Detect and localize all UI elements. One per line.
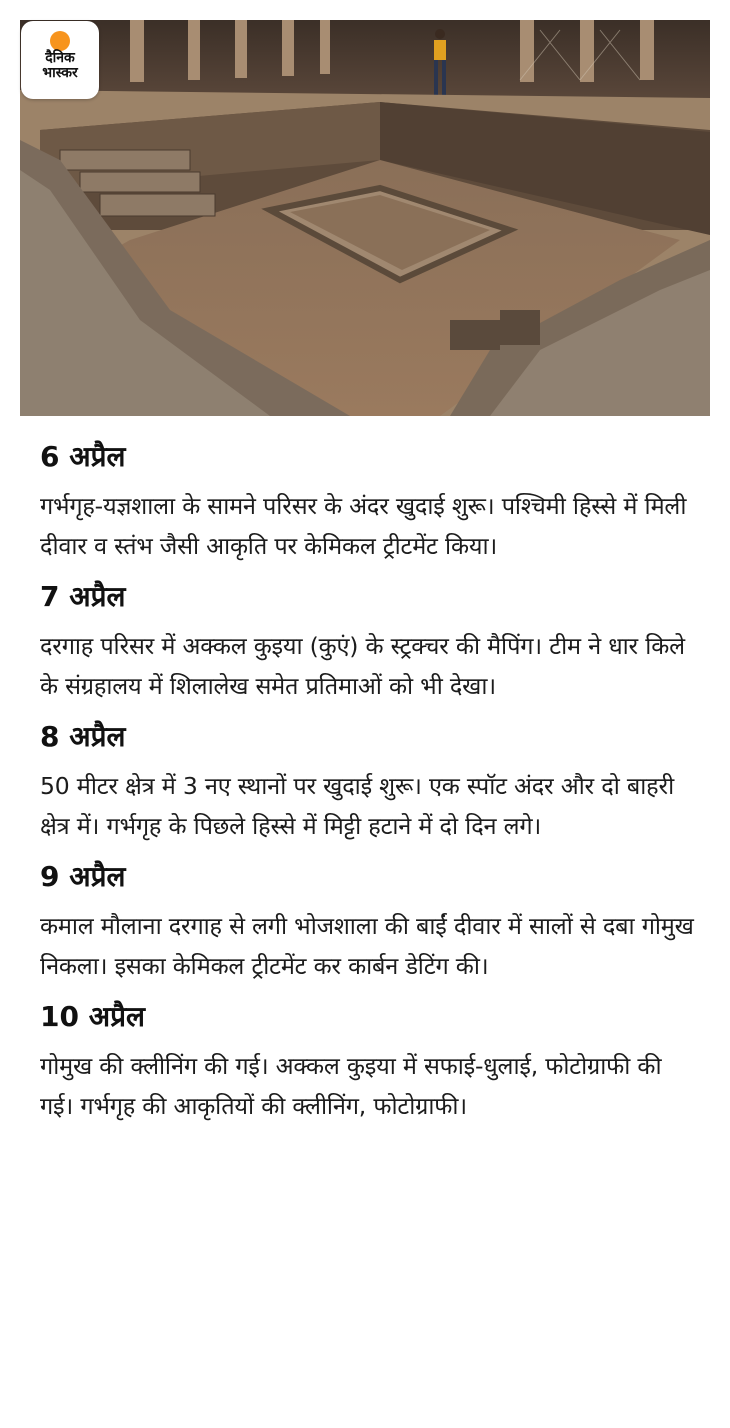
timeline-entry: [40, 720, 700, 846]
entry-text: दरगाह परिसर में अक्कल कुइया (कुएं) के स्ट्रक्चर की मैपिंग। टीम ने धार किले के संग्रहालय में शिलालेख समेत प्रतिमाओं को भी देखा।: [40, 632, 685, 700]
logo-text-line1: दैनिक: [45, 50, 75, 66]
entry-date: 10 अप्रैल: [40, 1000, 146, 1033]
timeline-entry: [40, 580, 700, 706]
entry-text: कमाल मौलाना दरगाह से लगी भोजशाला की बाईं दीवार में सालों से दबा गोमुख निकला। इसका केमिकल ट्रीटमेंट कर कार्बन डेटिंग की।: [40, 912, 694, 980]
dainik-bhaskar-logo[interactable]: [21, 21, 99, 99]
entry-text: गोमुख की क्लीनिंग की गई। अक्कल कुइया में सफाई-धुलाई, फोटोग्राफी की गई। गर्भगृह की आकृतियों की क्लीनिंग, फोटोग्राफी।: [40, 1052, 662, 1120]
excavation-photo-illustration: [20, 20, 710, 416]
sun-icon: [50, 31, 70, 51]
entry-text: गर्भगृह-यज्ञशाला के सामने परिसर के अंदर खुदाई शुरू। पश्चिमी हिस्से में मिली दीवार व स्तंभ जैसी आकृति पर केमिकल ट्रीटमेंट किया।: [40, 492, 687, 560]
entry-date: 8 अप्रैल: [40, 720, 126, 753]
timeline-entry: [40, 440, 700, 566]
entry-date: 6 अप्रैल: [40, 440, 126, 473]
timeline-entries: [40, 430, 700, 1140]
timeline-entry: [40, 1000, 700, 1126]
hero-photo: [20, 20, 710, 416]
entry-date: 9 अप्रैल: [40, 860, 126, 893]
timeline-entry: [40, 860, 700, 986]
logo-text-line2: भास्कर: [42, 65, 78, 81]
entry-date: 7 अप्रैल: [40, 580, 126, 613]
entry-text: 50 मीटर क्षेत्र में 3 नए स्थानों पर खुदाई शुरू। एक स्पॉट अंदर और दो बाहरी क्षेत्र में। गर्भगृह के पिछले हिस्से में मिट्टी हटाने में दो दिन लगे।: [40, 772, 674, 840]
